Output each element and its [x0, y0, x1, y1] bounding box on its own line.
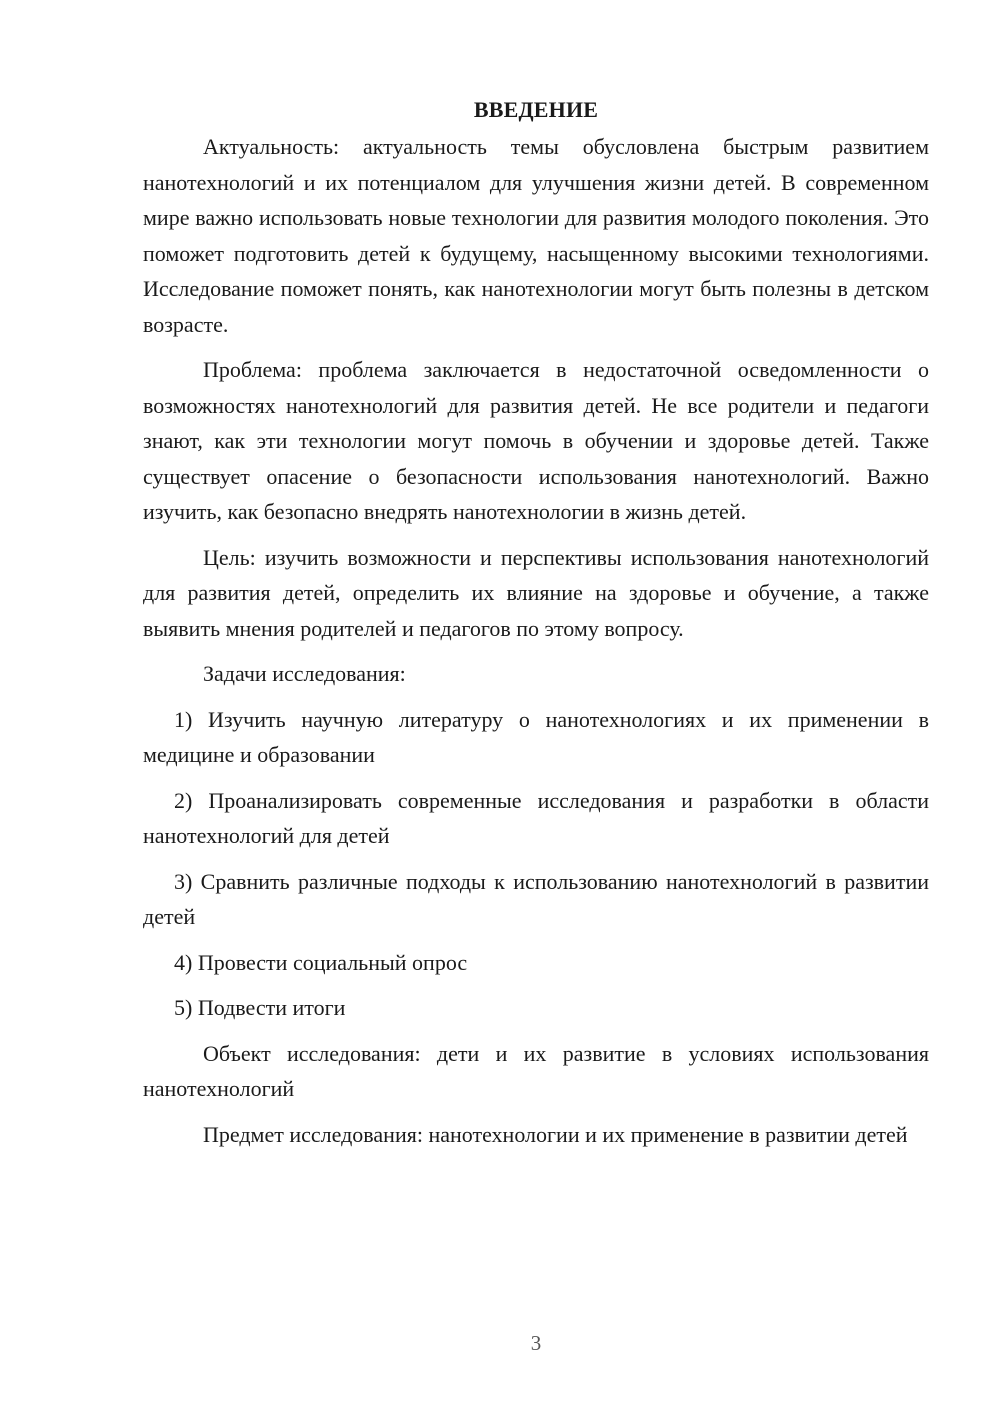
problem-paragraph: Проблема: проблема заключается в недостаточной осведомленности о возможностях нанотехнологий для развития детей. Не все родители и педагоги знают, как эти технологии могут помочь в обучении и здоровье детей. Также существует опасение о безопасности использования нанотехнологий. Важно изучить, как безопасно внедрять нанотехнологии в жизнь детей.: [143, 357, 929, 524]
subject-paragraph: Предмет исследования: нанотехнологии и их применение в развитии детей: [203, 1121, 908, 1147]
task-item: 3) Сравнить различные подходы к использованию нанотехнологий в развитии детей: [143, 868, 929, 929]
task-item: 4) Провести социальный опрос: [174, 949, 468, 975]
task-item: 2) Проанализировать современные исследования и разработки в области нанотехнологий для детей: [143, 787, 929, 848]
tasks-title: Задачи исследования:: [203, 661, 406, 686]
object-paragraph: Объект исследования: дети и их развитие в условиях использования нанотехнологий: [143, 1040, 929, 1101]
relevance-paragraph: Актуальность: актуальность темы обусловлена быстрым развитием нанотехнологий и их потенциалом для улучшения жизни детей. В современном мире важно использовать новые технологии для развития молодого поколения. Это поможет подготовить детей к будущему, насыщенному высокими технологиями. Исследование поможет понять, как нанотехнологии могут быть полезны в детском возрасте.: [143, 134, 929, 337]
page-number: 3: [530, 1331, 542, 1355]
section-heading: ВВЕДЕНИЕ: [473, 97, 599, 122]
task-item: 1) Изучить научную литературу о нанотехнологиях и их применении в медицине и образовании: [143, 706, 929, 767]
goal-paragraph: Цель: изучить возможности и перспективы использования нанотехнологий для развития детей, определить их влияние на здоровье и обучение, а также выявить мнения родителей и педагогов по этому вопросу.: [143, 544, 929, 641]
document-page: [143, 92, 929, 1162]
task-item: 5) Подвести итоги: [174, 995, 346, 1020]
